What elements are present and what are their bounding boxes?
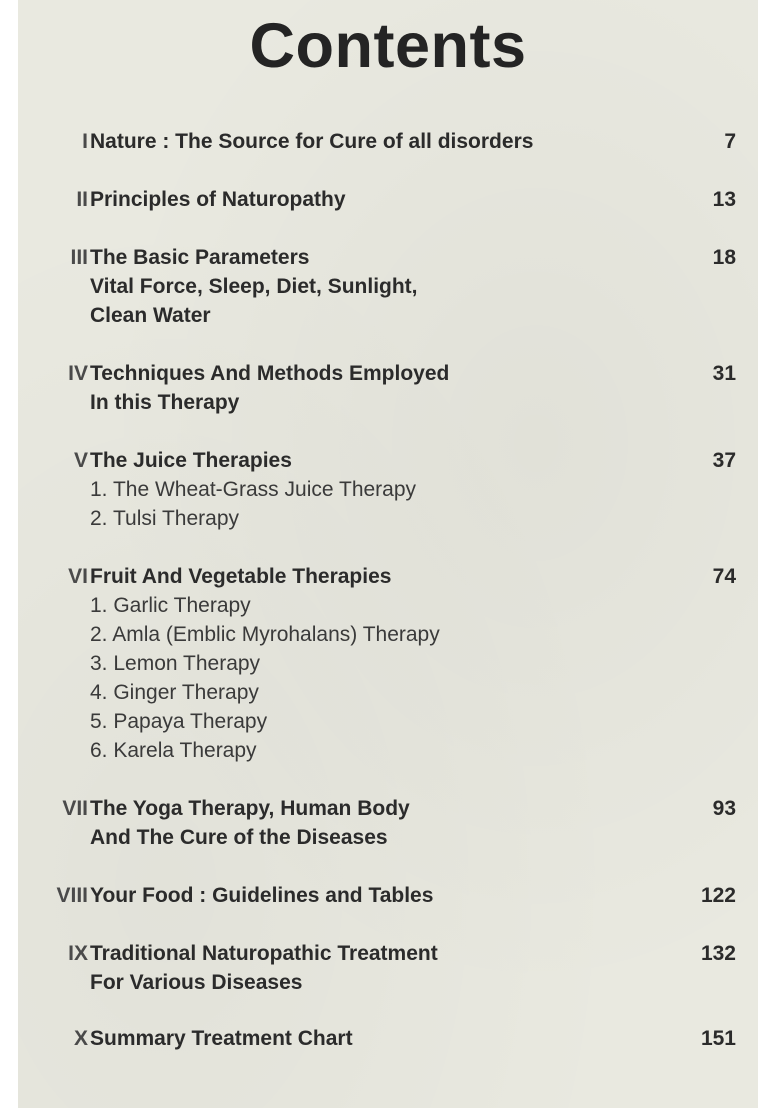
chapter-numeral: IV xyxy=(68,362,88,385)
chapter-numeral: I xyxy=(82,130,88,153)
sub-item: 1. Garlic Therapy xyxy=(90,594,251,617)
chapter-title xyxy=(90,562,650,765)
chapter-title xyxy=(90,794,650,852)
page-number: 74 xyxy=(712,565,736,588)
chapter-numeral: V xyxy=(73,449,88,472)
chapter-title-line: The Yoga Therapy, Human Body xyxy=(90,797,410,820)
chapter-title xyxy=(90,446,650,533)
page-number: 122 xyxy=(700,884,736,907)
page-number: 132 xyxy=(700,942,736,965)
chapter-numeral: X xyxy=(73,1027,88,1050)
chapter-numeral: VIII xyxy=(56,884,88,907)
chapter-numeral: IX xyxy=(68,942,88,965)
chapter-title-line: Techniques And Methods Employed xyxy=(90,362,450,385)
chapter-title-line: Your Food : Guidelines and Tables xyxy=(90,884,434,907)
page-number: 18 xyxy=(712,246,736,269)
page-number: 13 xyxy=(712,188,736,211)
chapter-title-line: Clean Water xyxy=(90,304,211,327)
sub-item: 4. Ginger Therapy xyxy=(90,681,259,704)
chapter-title xyxy=(90,185,650,214)
chapter-title-line: Summary Treatment Chart xyxy=(90,1027,353,1050)
chapter-title-line: Fruit And Vegetable Therapies xyxy=(90,565,392,588)
chapter-title xyxy=(90,881,650,910)
chapter-title xyxy=(90,243,650,330)
page-number: 151 xyxy=(700,1027,736,1050)
chapter-numeral: III xyxy=(70,246,88,269)
chapter-title-line: The Basic Parameters xyxy=(90,246,310,269)
chapter-title-line: Principles of Naturopathy xyxy=(90,188,346,211)
sub-item: 5. Papaya Therapy xyxy=(90,710,268,733)
page-number: 37 xyxy=(712,449,736,472)
chapter-numeral: II xyxy=(76,188,88,211)
sub-item: 1. The Wheat-Grass Juice Therapy xyxy=(90,478,417,501)
chapter-title xyxy=(90,939,650,997)
chapter-numeral: VII xyxy=(62,797,88,820)
sub-item: 2. Amla (Emblic Myrohalans) Therapy xyxy=(90,623,440,646)
chapter-title xyxy=(90,359,650,417)
sub-item: 2. Tulsi Therapy xyxy=(90,507,240,530)
chapter-title-line: The Juice Therapies xyxy=(90,449,292,472)
chapter-title xyxy=(90,1024,650,1053)
chapter-title-line: Nature : The Source for Cure of all disorders xyxy=(90,130,534,153)
chapter-title-line: For Various Diseases xyxy=(90,971,303,994)
chapter-title-line: And The Cure of the Diseases xyxy=(90,826,388,849)
page-title: Contents xyxy=(249,11,527,81)
book-page xyxy=(18,0,758,1108)
chapter-numeral: VI xyxy=(68,565,88,588)
page-number: 31 xyxy=(712,362,736,385)
chapter-title xyxy=(90,127,650,156)
sub-item: 6. Karela Therapy xyxy=(90,739,257,762)
chapter-title-line: In this Therapy xyxy=(90,391,240,414)
page-number: 93 xyxy=(712,797,736,820)
sub-item: 3. Lemon Therapy xyxy=(90,652,261,675)
chapter-title-line: Traditional Naturopathic Treatment xyxy=(90,942,438,965)
page-number: 7 xyxy=(724,130,736,153)
chapter-title-line: Vital Force, Sleep, Diet, Sunlight, xyxy=(90,275,418,298)
